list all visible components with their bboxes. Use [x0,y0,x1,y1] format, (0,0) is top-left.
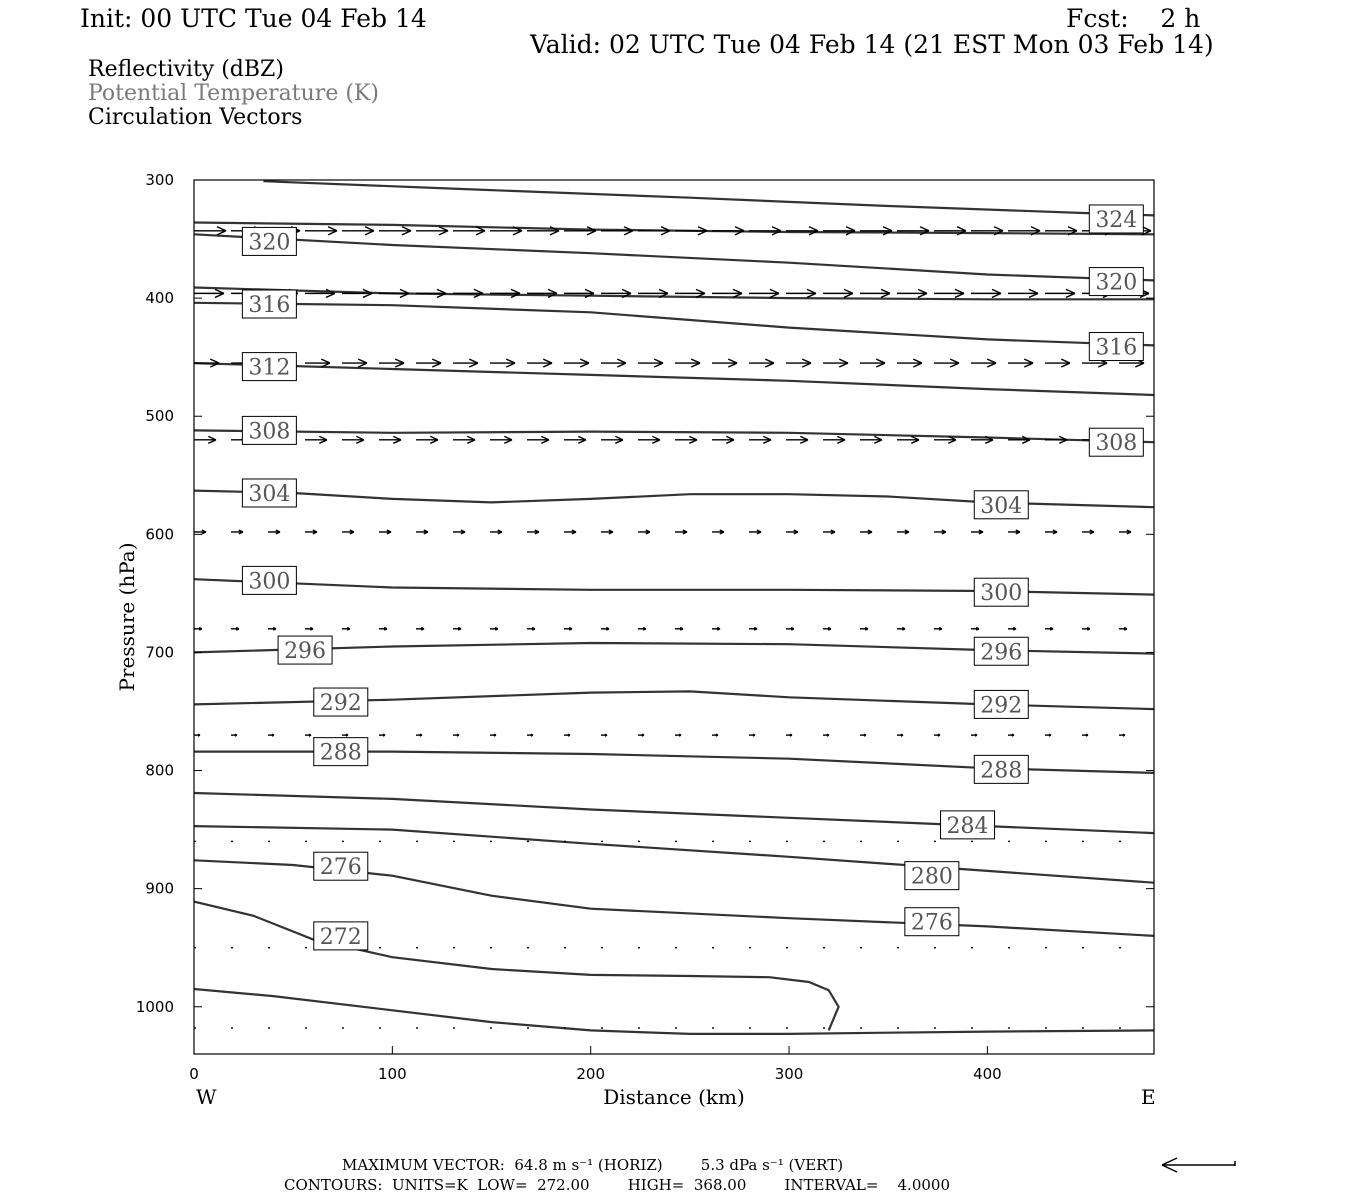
contour-line-unlabeled-16 [194,989,1154,1034]
vector-arrowhead [642,735,644,736]
plot-area [194,181,1154,1034]
contour-label: 276 [910,910,953,936]
x-tick-label: 300 [774,1065,804,1083]
init-time-label: Init: 00 UTC Tue 04 Feb 14 [80,4,427,33]
vector-arrowhead [864,735,866,736]
vector-arrowhead [827,735,829,736]
vector-arrowhead [753,735,755,736]
x-tick-label: 400 [973,1065,1002,1083]
contour-label: 300 [980,581,1023,607]
contour-label: 296 [980,640,1023,666]
valid-time-label: Valid: 02 UTC Tue 04 Feb 14 (21 EST Mon 03 Feb 14) [530,30,1214,59]
x-tick-label: 200 [576,1065,606,1083]
y-tick-label: 400 [145,289,174,308]
contour-line-320 [194,234,1154,280]
vector-arrowhead [383,735,385,736]
contour-label: 316 [248,293,291,319]
contour-label: 288 [319,740,362,766]
contour-label: 292 [319,691,362,717]
contour-label: 304 [980,493,1023,519]
contour-label: 324 [1095,207,1138,233]
y-axis-title: Pressure (hPa) [115,542,139,692]
contour-info-label: CONTOURS: UNITS=K LOW= 272.00 HIGH= 368.00 INTERVAL= 4.0000 [284,1176,950,1194]
y-tick-label: 600 [145,525,174,544]
x-tick-label: 0 [189,1065,199,1083]
vector-arrowhead [790,735,792,736]
vector-arrowhead [975,735,977,736]
vector-layer [194,227,1151,1028]
vector-arrowhead [716,735,718,736]
west-label: W [196,1085,217,1109]
contour-label: 272 [319,924,362,950]
contour-label: 296 [284,639,327,665]
y-tick-label: 800 [145,761,174,780]
contour-label: 276 [319,855,362,881]
vector-arrowhead [1049,735,1051,736]
legend-item-circulation-vectors: Circulation Vectors [88,105,303,130]
contour-label: 280 [910,864,953,890]
vector-arrowhead [420,735,422,736]
legend-item-potential-temperature: Potential Temperature (K) [88,81,379,106]
y-tick-label: 500 [145,407,174,426]
vector-arrowhead [235,735,237,736]
contour-label: 300 [248,569,291,595]
contour-line-324 [263,181,1154,215]
contour-line-316 [194,303,1154,346]
y-tick-label: 700 [145,643,174,662]
legend-item-reflectivity: Reflectivity (dBZ) [88,57,284,82]
reference-vector [1162,1158,1235,1172]
contour-label: 312 [248,355,291,381]
contour-line-312 [194,363,1154,395]
contour-label: 308 [248,419,291,445]
vector-arrowhead [1012,735,1014,736]
contour-layer [194,181,1154,1034]
y-tick-label: 1000 [135,997,174,1016]
contour-line-unlabeled-1 [194,223,1154,235]
contour-label: 320 [248,230,291,256]
vector-arrowhead [1086,735,1088,736]
contour-label: 316 [1095,335,1138,361]
vector-arrowhead [1123,735,1125,736]
reference-vector-head-lower [1162,1165,1177,1172]
vector-arrowhead [901,735,903,736]
vector-arrowhead [568,735,570,736]
y-tick-label: 900 [145,879,174,898]
vector-arrowhead [679,735,681,736]
vector-arrowhead [938,735,940,736]
vector-arrowhead [309,735,311,736]
vector-arrowhead [198,735,200,736]
contour-label: 288 [980,758,1023,784]
contour-label: 292 [980,693,1023,719]
reference-vector-head-upper [1162,1158,1177,1165]
y-tick-label: 300 [145,171,174,189]
vector-arrowhead [494,735,496,736]
vector-arrowhead [457,735,459,736]
vector-arrowhead [531,735,533,736]
contour-line-284 [194,793,1154,833]
east-label: E [1141,1085,1156,1109]
vector-arrowhead [346,735,348,736]
contour-label: 320 [1095,270,1138,296]
vector-arrowhead [605,735,607,736]
x-tick-label: 100 [378,1065,407,1083]
max-vector-label: MAXIMUM VECTOR: 64.8 m s⁻¹ (HORIZ) 5.3 dPa s⁻¹ (VERT) [342,1156,844,1174]
vector-arrowhead [272,735,274,736]
x-axis-title: Distance (km) [603,1085,745,1109]
contour-line-272 [194,902,839,1031]
contour-label: 308 [1095,431,1138,457]
contour-label: 284 [946,813,989,839]
contour-label: 304 [248,481,291,507]
forecast-hour-label: Fcst: 2 h [1066,4,1201,33]
